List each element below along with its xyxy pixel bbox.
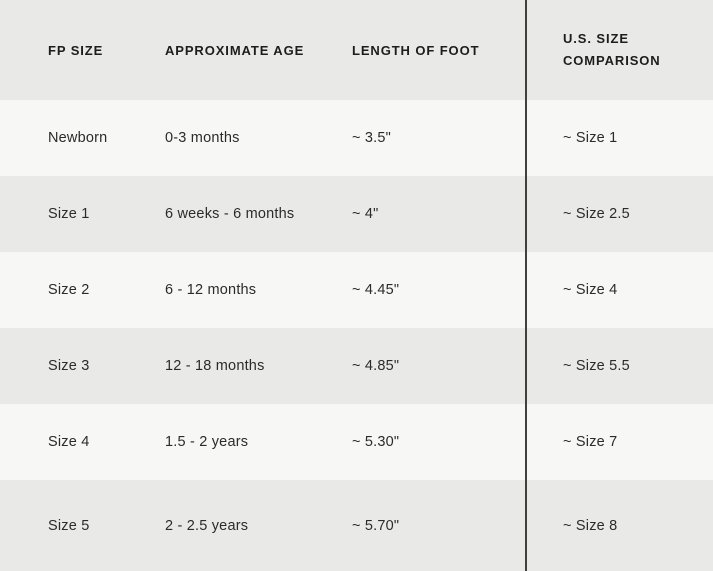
cell-approximate-age: 0-3 months (165, 130, 240, 146)
cell-us-size: ~ Size 2.5 (563, 206, 630, 222)
cell-length-of-foot: ~ 4.45" (352, 282, 400, 298)
cell-length-of-foot: ~ 5.70" (352, 517, 400, 534)
column-header-us-size-comparison: U.S. SIZE COMPARISON (563, 30, 661, 68)
cell-fp-size: Size 3 (48, 358, 90, 374)
cell-approximate-age: 6 weeks - 6 months (165, 206, 295, 222)
cell-fp-size: Newborn (48, 130, 108, 146)
table-row-size-4 (0, 404, 713, 480)
cell-approximate-age: 6 - 12 months (165, 282, 257, 298)
column-header-length-of-foot: LENGTH OF FOOT (352, 42, 480, 58)
cell-fp-size: Size 2 (48, 282, 90, 298)
cell-fp-size: Size 1 (48, 206, 90, 222)
cell-length-of-foot: ~ 4.85" (352, 358, 400, 374)
table-row-size-2 (0, 252, 713, 328)
column-header-approximate-age: APPROXIMATE AGE (165, 42, 305, 58)
cell-us-size: ~ Size 1 (563, 130, 618, 146)
column-divider (525, 0, 527, 571)
cell-length-of-foot: ~ 3.5" (352, 130, 392, 146)
column-header-fp-size: FP SIZE (48, 42, 104, 58)
cell-length-of-foot: ~ 5.30" (352, 434, 400, 450)
cell-approximate-age: 2 - 2.5 years (165, 517, 249, 534)
cell-fp-size: Size 5 (48, 517, 90, 534)
cell-us-size: ~ Size 4 (563, 282, 618, 298)
table-row-size-1 (0, 176, 713, 252)
table-row-newborn (0, 100, 713, 176)
table-row-size-3 (0, 328, 713, 404)
cell-us-size: ~ Size 7 (563, 434, 618, 450)
cell-us-size: ~ Size 5.5 (563, 358, 630, 374)
cell-fp-size: Size 4 (48, 434, 90, 450)
table-header-row (0, 0, 713, 100)
cell-approximate-age: 1.5 - 2 years (165, 434, 249, 450)
cell-approximate-age: 12 - 18 months (165, 358, 265, 374)
cell-length-of-foot: ~ 4" (352, 206, 379, 222)
table-row-size-5 (0, 480, 713, 571)
cell-us-size: ~ Size 8 (563, 517, 618, 534)
